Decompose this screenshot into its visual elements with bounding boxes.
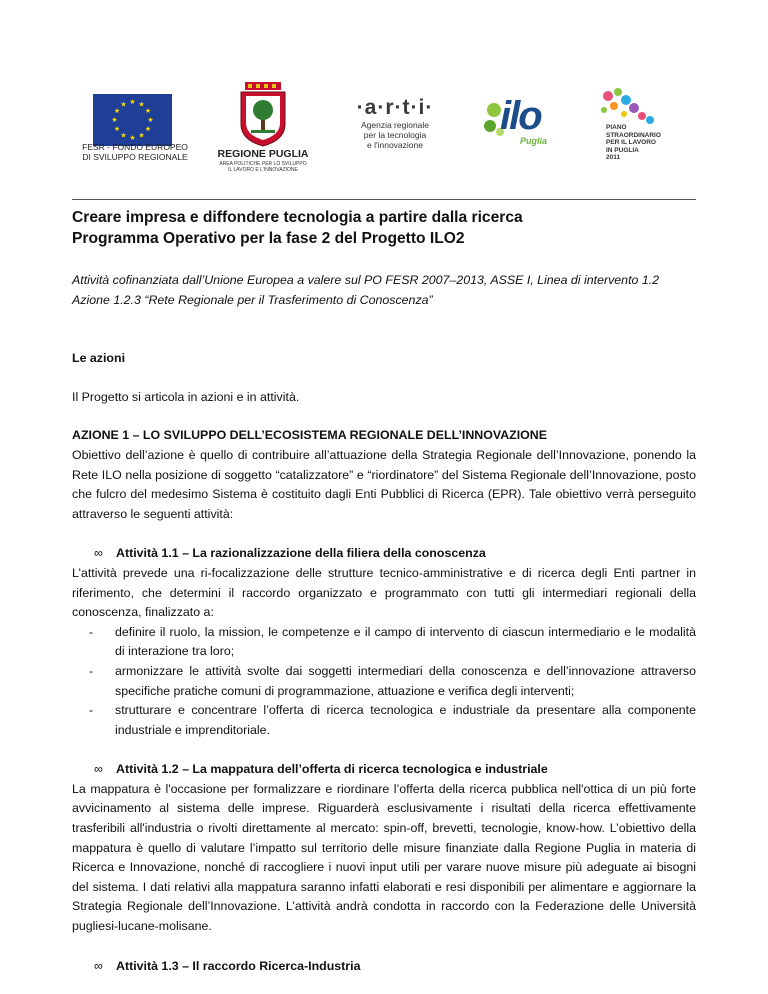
logo-header xyxy=(0,0,768,195)
azione1-text: Obiettivo dell’azione è quello di contribuire all’attuazione della Strategia Regionale dell’Innovazione, ponendo la Rete ILO nella posizione di soggetto “catalizzatore” e “riordinatore” del Sistema Regionale dell’Innovazione, posto che fulcro del medesimo Sistema è costituito dagli Enti Pubblici di Ricerca (EPR). Tale obiettivo verrà perseguito attraverso le seguenti attività: xyxy=(72,447,696,521)
svg-text:★: ★ xyxy=(138,100,145,109)
puglia-crest-icon xyxy=(211,82,315,148)
regione-puglia-logo xyxy=(211,82,315,172)
svg-text:★: ★ xyxy=(144,107,152,115)
ilo-wordmark: ilo xyxy=(500,94,541,138)
att12-heading xyxy=(94,760,696,780)
document-title-line2: Programma Operativo per la fase 2 del Progetto ILO2 xyxy=(72,230,465,247)
funding-note-line2: Azione 1.2.3 “Rete Regionale per il Trasferimento di Conoscenza” xyxy=(72,292,433,307)
eu-caption-line1: FESR - FONDO EUROPEO xyxy=(82,142,188,152)
arti-wordmark: ·a·r·t·i· xyxy=(356,96,434,119)
svg-text:★: ★ xyxy=(120,131,127,140)
svg-text:★: ★ xyxy=(111,116,118,124)
arti-logo xyxy=(345,96,445,156)
bullet-icon: ∞ xyxy=(94,958,103,973)
att13-heading xyxy=(94,957,696,977)
ilo-puglia-label: Puglia xyxy=(520,136,548,146)
list-item-text: strutturare e concentrare l’offerta di ricerca tecnologica e industriale da presentare alla componente industriale e imprenditoriale. xyxy=(115,703,696,737)
svg-text:★: ★ xyxy=(113,125,121,133)
region-subtitle xyxy=(211,161,315,173)
intro-text: Il Progetto si articola in azioni e in attività. xyxy=(72,389,300,404)
svg-text:★: ★ xyxy=(147,116,154,124)
list-item-text: definire il ruolo, la mission, le competenze e il campo di intervento di ciascun intermediario e le modalità di interazione tra loro; xyxy=(115,624,696,659)
piano-straordinario-logo xyxy=(598,86,668,176)
svg-text:★: ★ xyxy=(113,107,121,115)
piano-line5: 2011 xyxy=(606,154,621,162)
section-heading: Le azioni xyxy=(72,351,126,366)
piano-text xyxy=(606,124,676,162)
header-divider xyxy=(72,199,696,200)
att11-heading xyxy=(94,544,696,564)
piano-line1: PIANO xyxy=(606,124,627,131)
arti-sub-line1: Agenzia regionale xyxy=(360,120,430,130)
piano-line3: PER IL LAVORO xyxy=(606,139,656,147)
att12-text: La mappatura è l'occasione per formalizzare e riordinare l’offerta della ricerca pubblica nell'ottica di un più forte avvicinamento al sistema delle imprese. Riguarderà esclusivamente i risultati della ricerca effettivamente trasferibili all'industria o rivolti direttamente al mercato: spin-off, brevetti, tecnologie, know-how. L’obiettivo della mappatura è quello di valutare l’impatto sul territorio delle misure finanziate dalla Regione Puglia in materia di Ricerca e Innovazione, nonché di raccogliere i nuovi input utili per varare nuove misure più adeguate ai bisogni del sistema. I dati relativi alla mappatura saranno infatti elaborati e resi disponibili per alimentare e aggiornare la Strategia Regionale dell’Innovazione. L’attività andrà condotta in raccordo con la Federazione delle Università pugliesi-lucane-molisane. xyxy=(72,781,696,934)
dash-icon: - xyxy=(89,663,94,678)
bullet-icon: ∞ xyxy=(94,762,103,777)
list-item-text: armonizzare le attività svolte dai soggetti intermediari della conoscenza e dell’innovazione attraverso specifiche pratiche comuni di programmazione, attuazione e verifica degli interventi; xyxy=(115,663,696,698)
att13-heading-text: Attività 1.3 – Il raccordo Ricerca-Industria xyxy=(116,958,361,973)
document-title: Creare impresa e diffondere tecnologia a partire dalla ricerca xyxy=(72,209,523,226)
funding-note-line1: Attività cofinanziata dall’Unione Europea a valere sul PO FESR 2007–2013, ASSE I, Linea di intervento 1.2 xyxy=(72,273,660,287)
list-item xyxy=(89,662,696,701)
svg-text:★: ★ xyxy=(129,134,136,142)
list-item xyxy=(89,623,696,662)
piano-line2: STRAORDINARIO xyxy=(606,131,661,139)
azione1-heading: AZIONE 1 – LO SVILUPPO DELL’ECOSISTEMA REGIONALE DELL’INNOVAZIONE xyxy=(72,428,548,443)
bullet-icon: ∞ xyxy=(94,546,103,561)
eu-flag-logo xyxy=(93,94,172,146)
list-item xyxy=(89,701,696,740)
att11-heading-text: Attività 1.1 – La razionalizzazione della filiera della conoscenza xyxy=(116,546,486,561)
dash-icon: - xyxy=(89,703,94,718)
region-sub-line2: IL LAVORO E L'INNOVAZIONE xyxy=(228,167,298,173)
arti-sub-line3: e l'innovazione xyxy=(367,140,423,150)
svg-text:★: ★ xyxy=(120,100,127,109)
region-name: REGIONE PUGLIA xyxy=(217,148,309,160)
colored-dots-icon xyxy=(598,86,668,126)
att11-text: L’attività prevede una ri-focalizzazione delle strutture tecnico-amministrative e di ricerca degli Enti partner in riferimento, che determini il raccordo organizzato e programmato con tutti gli intermediari regionali della conoscenza, finalizzato a: xyxy=(72,565,696,620)
region-sub-line1: AREA POLITICHE PER LO SVILUPPO xyxy=(219,161,307,167)
arti-subtitle xyxy=(345,120,445,150)
att12-heading-text: Attività 1.2 – La mappatura dell’offerta di ricerca tecnologica e industriale xyxy=(116,762,548,777)
eu-caption xyxy=(80,142,190,162)
ilo-logo xyxy=(482,96,562,152)
dash-icon: - xyxy=(89,624,94,639)
eu-stars-icon xyxy=(93,94,172,146)
svg-text:★: ★ xyxy=(129,98,136,106)
eu-caption-line2: DI SVILUPPO REGIONALE xyxy=(82,152,188,162)
document-body xyxy=(72,207,696,976)
svg-text:★: ★ xyxy=(138,131,145,140)
svg-text:★: ★ xyxy=(144,125,152,133)
arti-sub-line2: per la tecnologia xyxy=(363,130,427,140)
piano-line4: IN PUGLIA xyxy=(606,146,639,154)
